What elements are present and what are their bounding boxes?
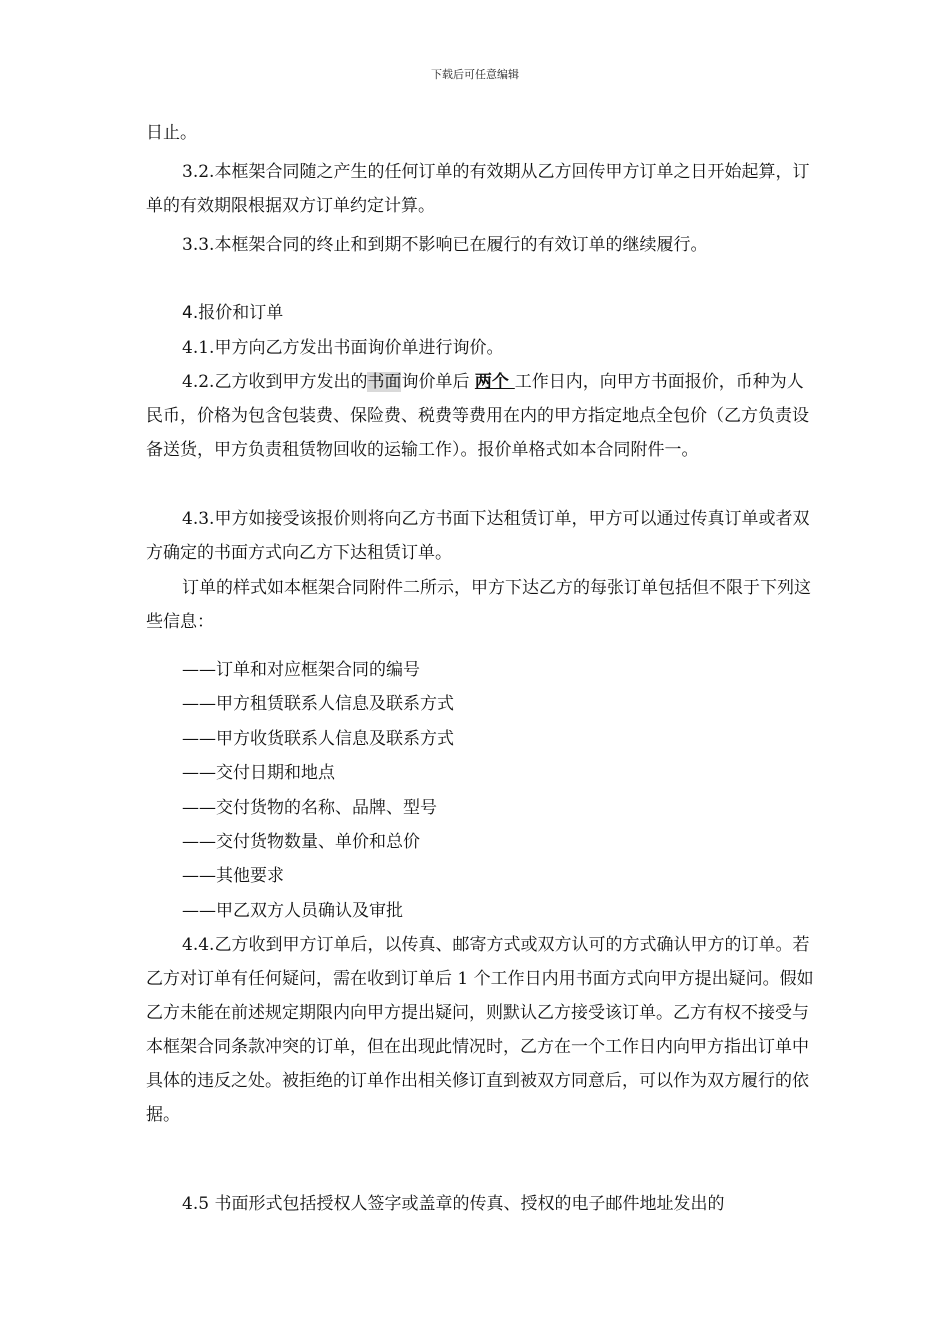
- list-item: ——甲方租赁联系人信息及联系方式: [182, 694, 454, 715]
- paragraph-4-4: 4.4.乙方收到甲方订单后，以传真、邮寄方式或双方认可的方式确认甲方的订单。若乙方对订单有任何疑问，需在收到订单后 1 个工作日内用书面方式向甲方提出疑问。假如乙方未能在前述规定期限内向甲方提出疑问，则默认乙方接受该订单。乙方有权不接受与本框架合同条款冲突的订单，但在出现此情况时，乙方在一个工作日内向甲方指出订单中具体的违反之处。被拒绝的订单作出相关修订直到被双方同意后，可以作为双方履行的依据。: [146, 935, 814, 1125]
- p4-2-underlined-days: 两个: [474, 372, 515, 392]
- paragraph-4-3: 4.3.甲方如接受该报价则将向乙方书面下达租赁订单，甲方可以通过传真订单或者双方确定的书面方式向乙方下达租赁订单。: [146, 509, 810, 563]
- section-4-heading: 4.报价和订单: [182, 303, 284, 323]
- paragraph-3-2: 3.2.本框架合同随之产生的任何订单的有效期从乙方回传甲方订单之日开始起算，订单的有效期限根据双方订单约定计算。: [146, 162, 810, 216]
- p4-2-text-a: 4.2.乙方收到甲方发出的: [182, 372, 368, 392]
- list-item: ——订单和对应框架合同的编号: [182, 660, 420, 680]
- order-info-list: [182, 653, 454, 928]
- paragraph-3-3: 3.3.本框架合同的终止和到期不影响已在履行的有效订单的继续履行。: [182, 235, 708, 255]
- list-item: ——交付日期和地点: [182, 763, 335, 784]
- list-item: ——其他要求: [182, 866, 284, 887]
- p4-2-text-b: 询价单后: [401, 372, 475, 392]
- paragraph-4-3-order-format: 订单的样式如本框架合同附件二所示，甲方下达乙方的每张订单包括但不限于下列这些信息：: [146, 578, 811, 632]
- paragraph-4-1: 4.1.甲方向乙方发出书面询价单进行询价。: [182, 338, 504, 358]
- page-header: 下载后可任意编辑: [431, 68, 519, 81]
- p4-2-text-c: 工作日内，向甲方书面报价，币种为人民币，价格为包含包装费、保险费、税费等费用在内的甲方指定地点全包价（乙方负责设备送货，甲方负责租赁物回收的运输工作）。报价单格式如本合同附件一。: [146, 372, 809, 460]
- list-item: ——交付货物数量、单价和总价: [182, 832, 420, 853]
- p4-2-highlight: 书面: [367, 372, 402, 392]
- paragraph-4-5: 4.5 书面形式包括授权人签字或盖章的传真、授权的电子邮件地址发出的: [182, 1194, 725, 1214]
- paragraph-end-date: 日止。: [146, 123, 197, 143]
- list-item: ——甲乙双方人员确认及审批: [182, 900, 403, 921]
- list-item: ——甲方收货联系人信息及联系方式: [182, 728, 454, 749]
- list-item: ——交付货物的名称、品牌、型号: [182, 797, 437, 818]
- paragraph-4-2: [146, 365, 816, 467]
